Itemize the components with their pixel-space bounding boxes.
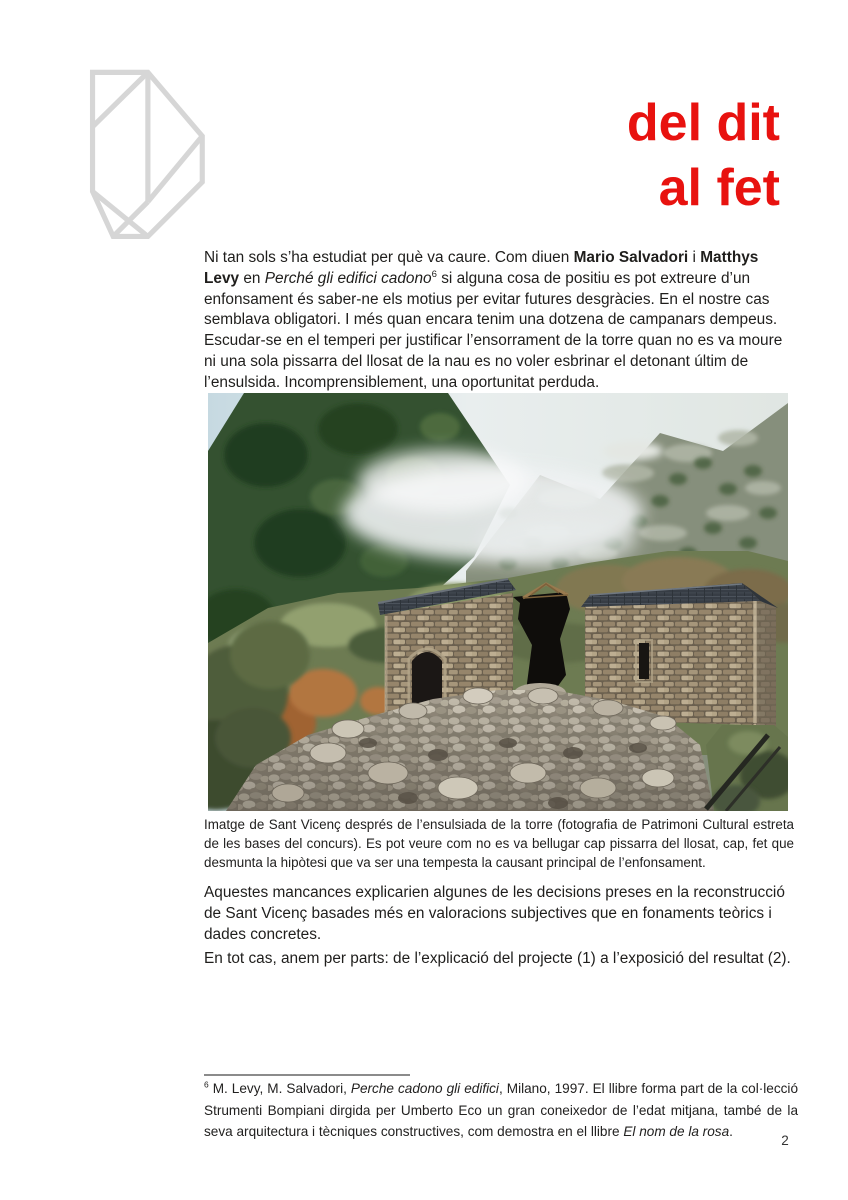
figure-caption: Imatge de Sant Vicenç després de l’ensulsiada de la torre (fotografia de Patrimoni Cultural estreta de les bases del concurs). Es pot veure com no es va bellugar cap pissarra del llosat, cap, fet que desmunta la hipòtesi que va ser una tempesta la causant principal de l’enfonsament. [204,817,794,870]
paragraph-mancances: Aquestes mancances explicarien algunes de les decisions preses en la reconstrucció de Sant Vicenç basades més en valoracions subjectives que en fonaments teòrics i dades concretes. [204,884,785,943]
footnote-6: $^6$ M. Levy, M. Salvadori, Perche cadono gli edifici, Milano, 1997. El llibre forma part de la col·lecció Strumenti Bompiani dirgida per Umberto Eco un gran coneixedor de l’edat mitjana, també de la seva arquitectura i tècniques constructives, com demostra en el llibre El nom de la rosa. [204,1079,799,1140]
page-number: 2 [781,1133,789,1148]
title-line-2: al fet [658,159,780,217]
paragraph-intro: Ni tan sols s’ha estudiat per què va caure. Com diuen Mario Salvadori i Matthys Levy en Perché gli edifici cadono$^6$ si alguna cosa de positiu es pot extreure d’un enfonsament és saber-ne els motius per evitar futures desgràcies. En el nostre cas semblava obligatori. I més quan encara tenim una dotzena de campanars dempeus. Escudar-se en el temperi per justificar l’ensorrament de la torre quan no es va moure ni una sola pissarra del llosat de la nau es no voler esbrinar el detonant últim de l’ensulsida. Incomprensiblement, una oportunitat perduda. [204,249,783,391]
photo-sant-vicenc [208,393,788,811]
footnote-separator [204,1074,410,1076]
page-title [627,91,780,221]
title-line-1: del dit [626,94,780,152]
logo-geometric-emblem [86,62,206,244]
paragraph-anem-per-parts: En tot cas, anem per parts: de l’explicació del projecte (1) a l’exposició del resultat (2). [204,950,791,967]
logo-lines [93,72,203,236]
figure-sant-vicenc [208,393,788,811]
